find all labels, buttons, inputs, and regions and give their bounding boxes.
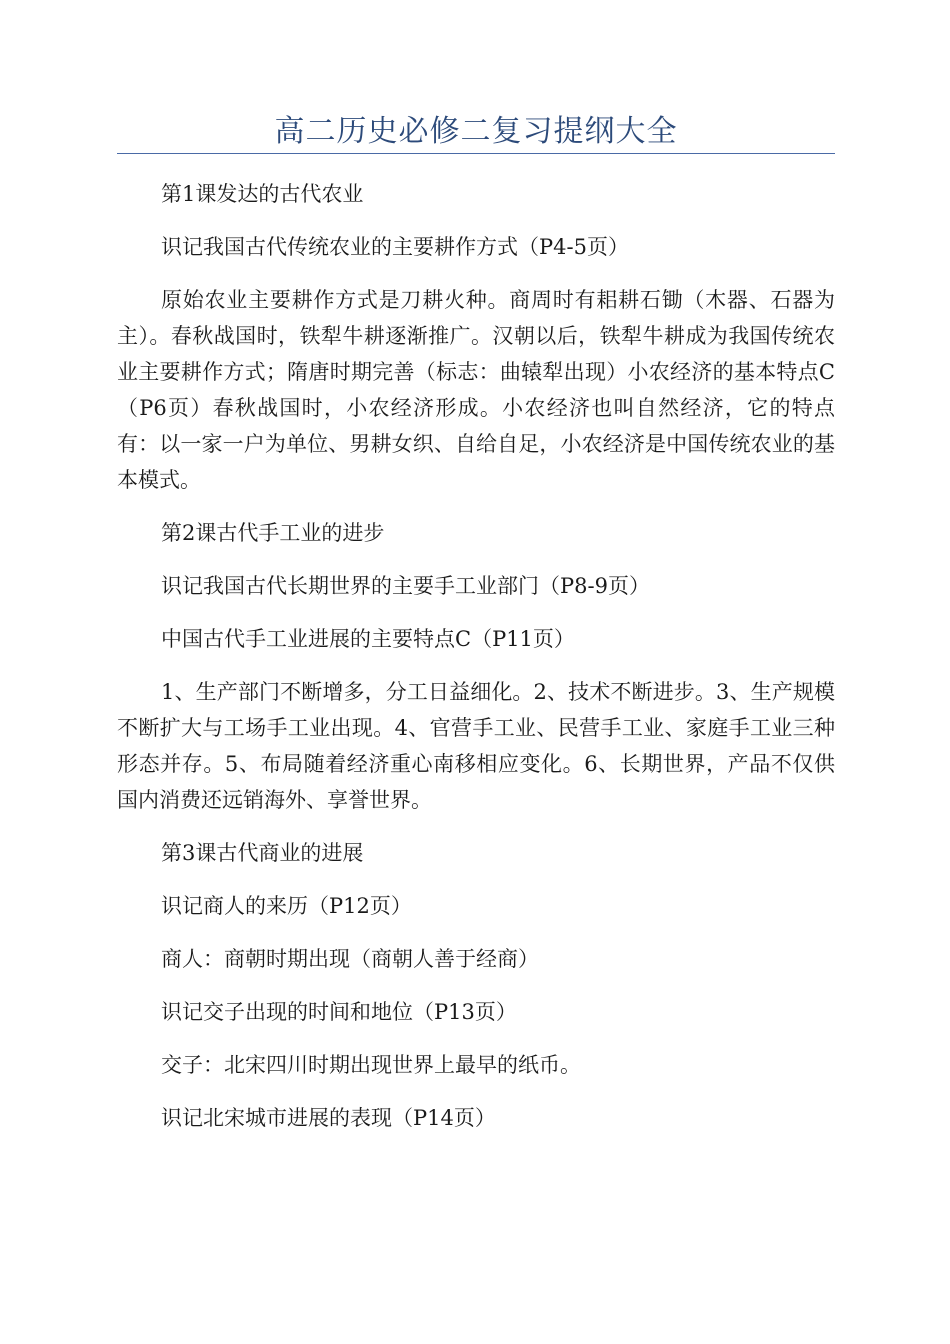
paragraph: 1、生产部门不断增多，分工日益细化。2、技术不断进步。3、生产规模不断扩大与工场手工业出现。4、官营手工业、民营手工业、家庭手工业三种形态并存。5、布局随着经济重心南移相应变化。6、长期世界，产品不仅供国内消费还远销海外、享誉世界。: [117, 680, 835, 812]
paragraph: 识记交子出现的时间和地位（P13页）: [161, 1000, 517, 1024]
paragraph: 中国古代手工业进展的主要特点C（P11页）: [161, 627, 575, 651]
lesson-1-heading: 第1课发达的古代农业: [161, 182, 364, 206]
paragraph: 商人：商朝时期出现（商朝人善于经商）: [161, 947, 539, 971]
paragraph: 识记我国古代长期世界的主要手工业部门（P8-9页）: [161, 574, 650, 598]
title-underline: [117, 153, 835, 154]
document-body: [117, 176, 835, 1153]
lesson-3-heading: 第3课古代商业的进展: [161, 841, 364, 865]
paragraph: 识记商人的来历（P12页）: [161, 894, 412, 918]
paragraph: 识记北宋城市进展的表现（P14页）: [161, 1106, 496, 1130]
paragraph: 交子：北宋四川时期出现世界上最早的纸币。: [161, 1053, 581, 1077]
lesson-2-heading: 第2课古代手工业的进步: [161, 521, 385, 545]
paragraph: 识记我国古代传统农业的主要耕作方式（P4-5页）: [161, 235, 629, 259]
document-title: 高二历史必修二复习提纲大全: [274, 114, 678, 149]
paragraph: 原始农业主要耕作方式是刀耕火种。商周时有耜耕石锄（木器、石器为主）。春秋战国时，铁犁牛耕逐渐推广。汉朝以后，铁犁牛耕成为我国传统农业主要耕作方式；隋唐时期完善（标志：曲辕犁出现）小农经济的基本特点C（P6页）春秋战国时，小农经济形成。小农经济也叫自然经济，它的特点有：以一家一户为单位、男耕女织、自给自足，小农经济是中国传统农业的基本模式。: [117, 288, 835, 492]
